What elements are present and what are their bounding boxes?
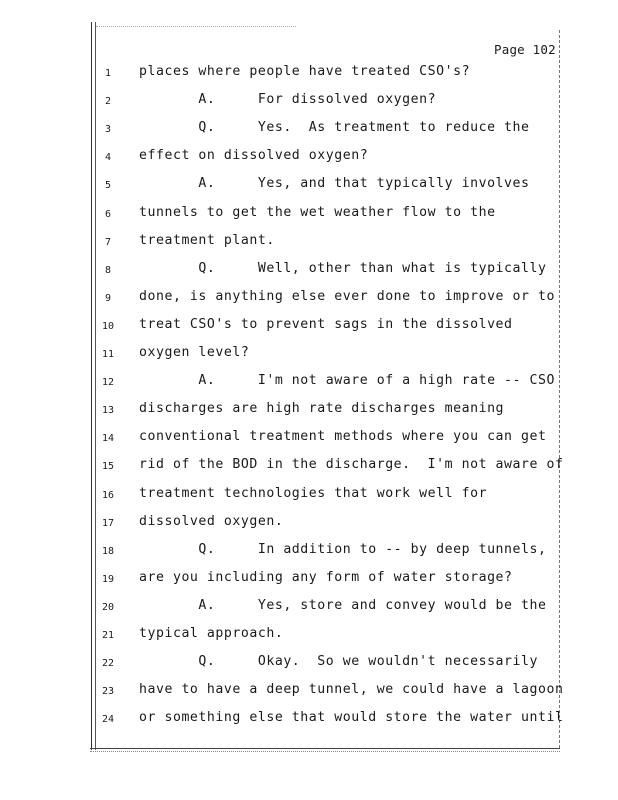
transcript-line	[0, 92, 618, 112]
transcript-line	[0, 289, 618, 309]
transcript-line	[0, 401, 618, 421]
line-text: discharges are high rate discharges meaning	[139, 401, 505, 417]
line-number: 14	[101, 433, 115, 445]
transcript-line	[0, 148, 618, 168]
line-number: 6	[104, 208, 112, 220]
line-text: effect on dissolved oxygen?	[139, 148, 369, 164]
page-number: Page 102	[494, 42, 556, 57]
line-text: have to have a deep tunnel, we could have a lagoon	[139, 682, 564, 698]
line-number: 17	[101, 517, 115, 529]
line-number: 19	[101, 573, 115, 585]
line-text: A. Yes, and that typically involves	[139, 176, 530, 192]
line-text: Q. Well, other than what is typically	[139, 260, 547, 276]
line-text: tunnels to get the wet weather flow to the	[139, 204, 496, 220]
line-text: rid of the BOD in the discharge. I'm not aware of	[139, 457, 564, 473]
line-number: 3	[104, 124, 112, 136]
transcript-line	[0, 542, 618, 562]
transcript-line	[0, 570, 618, 590]
line-text: done, is anything else ever done to improve or to	[139, 288, 555, 304]
line-number: 24	[101, 714, 115, 726]
transcript-line	[0, 626, 618, 646]
transcript-line	[0, 345, 618, 365]
transcript-line	[0, 233, 618, 253]
transcript-line	[0, 373, 618, 393]
bottom-rule-faint	[90, 751, 560, 752]
transcript-line	[0, 654, 618, 674]
transcript-line	[0, 514, 618, 534]
line-text: are you including any form of water storage?	[139, 569, 513, 585]
transcript-line	[0, 64, 618, 84]
transcript-line	[0, 486, 618, 506]
line-text: or something else that would store the water until	[139, 710, 564, 726]
line-text: treatment technologies that work well for	[139, 485, 488, 501]
top-rule	[96, 26, 296, 27]
transcript-line	[0, 682, 618, 702]
line-text: Q. Okay. So we wouldn't necessarily	[139, 654, 539, 670]
transcript-line	[0, 457, 618, 477]
line-number: 8	[104, 264, 112, 276]
line-number: 4	[104, 152, 112, 164]
line-text: Q. Yes. As treatment to reduce the	[139, 120, 530, 136]
line-number: 5	[104, 180, 112, 192]
transcript-line	[0, 120, 618, 140]
line-text: Q. In addition to -- by deep tunnels,	[139, 541, 547, 557]
line-number: 18	[101, 545, 115, 557]
line-number: 1	[104, 68, 112, 79]
line-text: oxygen level?	[139, 345, 250, 360]
line-text: dissolved oxygen.	[139, 513, 284, 529]
transcript-line	[0, 429, 618, 449]
transcript-line	[0, 176, 618, 196]
line-number: 2	[104, 96, 112, 108]
line-text: places where people have treated CSO's?	[139, 64, 471, 79]
line-number: 10	[101, 320, 115, 332]
line-text: conventional treatment methods where you can get	[139, 429, 547, 445]
line-number: 11	[101, 349, 115, 360]
bottom-rule	[90, 748, 560, 749]
line-number: 13	[101, 405, 115, 417]
line-text: A. I'm not aware of a high rate -- CSO	[139, 373, 555, 389]
transcript-line	[0, 205, 618, 225]
line-text: A. For dissolved oxygen?	[139, 92, 437, 108]
transcript-line	[0, 317, 618, 337]
line-number: 21	[101, 630, 115, 641]
line-number: 9	[104, 292, 112, 304]
line-number: 7	[104, 236, 112, 248]
line-number: 16	[101, 489, 115, 501]
line-text: typical approach.	[139, 626, 284, 641]
line-number: 15	[101, 461, 115, 473]
line-number: 20	[101, 601, 115, 613]
line-number: 22	[101, 658, 115, 670]
line-number: 23	[101, 686, 115, 698]
transcript-line	[0, 598, 618, 618]
line-text: A. Yes, store and convey would be the	[139, 597, 547, 613]
line-text: treat CSO's to prevent sags in the dissolved	[139, 316, 513, 332]
line-number: 12	[101, 377, 115, 389]
transcript-line	[0, 710, 618, 730]
transcript-line	[0, 261, 618, 281]
line-text: treatment plant.	[139, 232, 275, 248]
